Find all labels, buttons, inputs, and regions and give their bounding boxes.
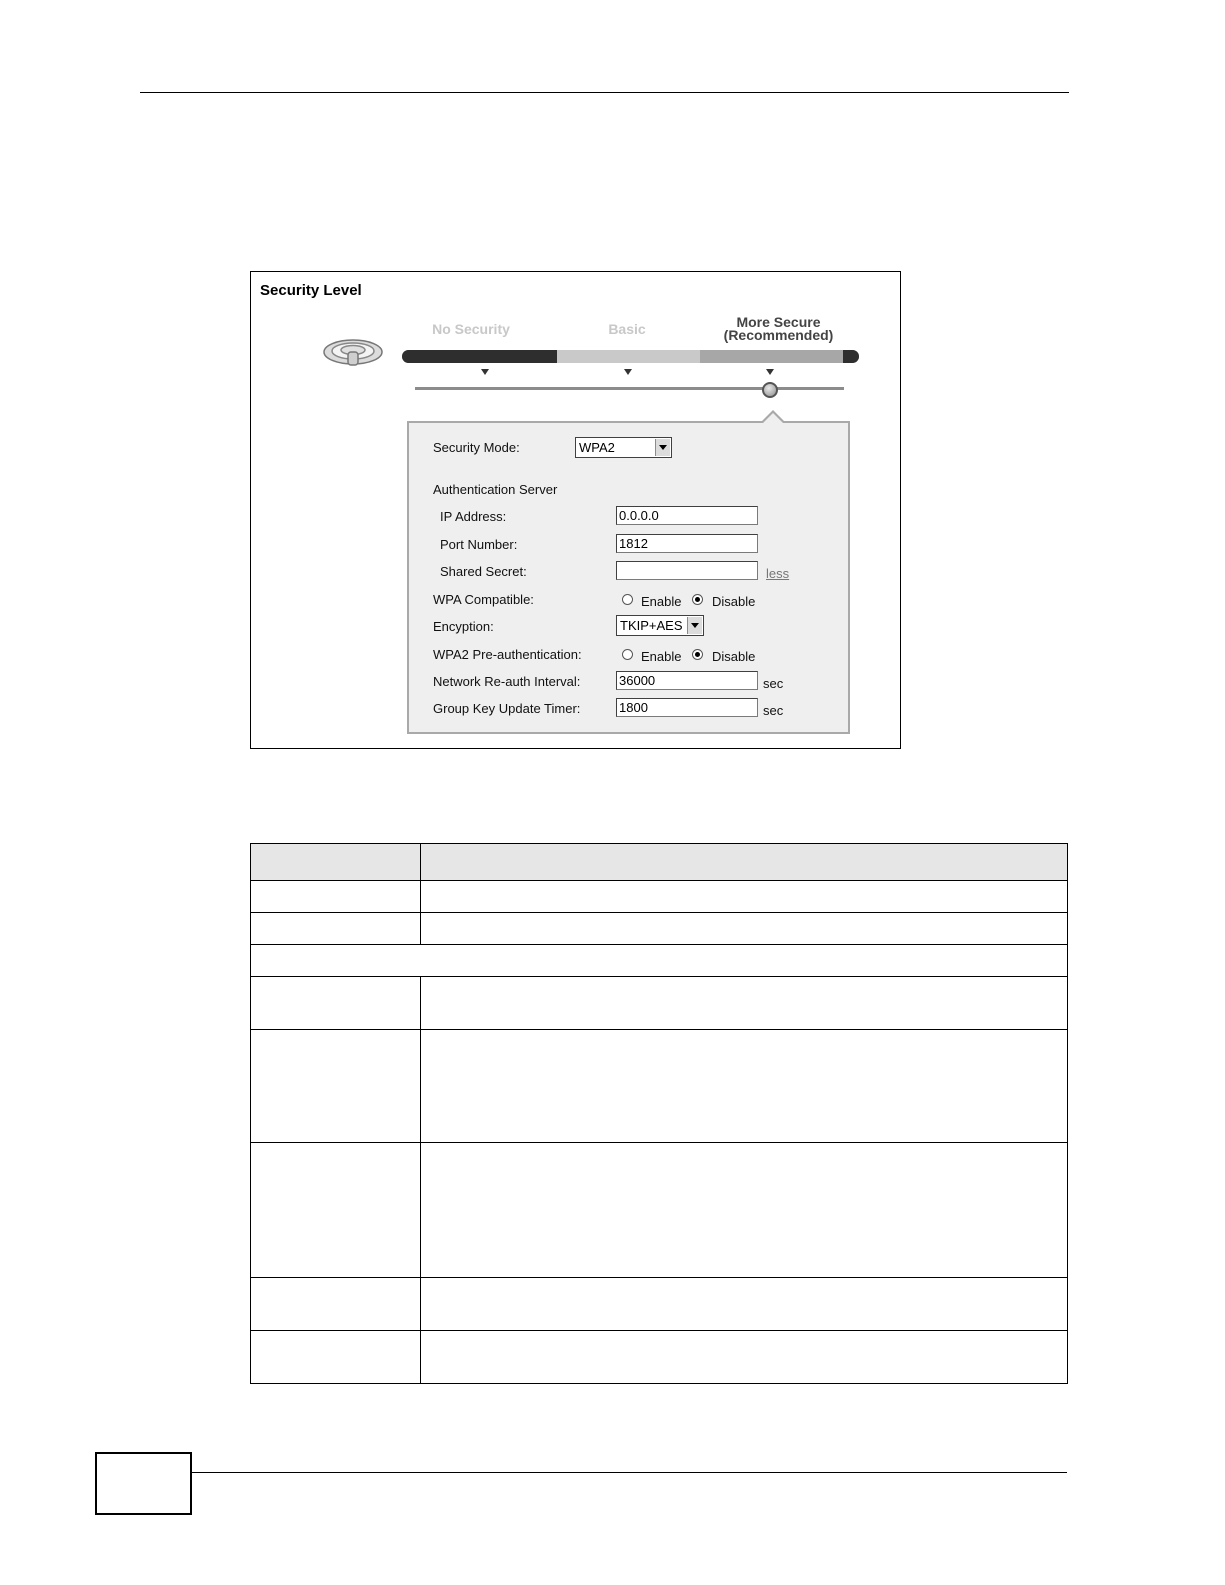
table-cell [421, 1331, 1067, 1383]
table-cell [421, 977, 1067, 1029]
level-basic[interactable]: Basic [608, 321, 646, 337]
level-no-security[interactable]: No Security [432, 321, 510, 337]
table-cell [251, 1278, 421, 1330]
table-header-cell [421, 844, 1067, 880]
field-description-table [250, 843, 1068, 1384]
encryption-label: Encyption: [433, 619, 494, 634]
tick-basic-icon [624, 369, 632, 375]
ip-address-input[interactable] [616, 506, 758, 525]
auth-server-heading: Authentication Server [433, 482, 558, 497]
wpa-compatible-enable-radio[interactable] [622, 594, 633, 605]
table-cell [251, 1331, 421, 1383]
table-cell [421, 881, 1067, 912]
table-cell [251, 913, 421, 944]
port-number-input[interactable] [616, 534, 758, 553]
less-link[interactable]: less [766, 566, 790, 581]
reauth-interval-input[interactable] [616, 671, 758, 690]
table-row [251, 976, 1067, 1029]
shared-secret-input[interactable] [616, 561, 758, 580]
reauth-interval-unit: sec [763, 676, 784, 691]
encryption-value: TKIP+AES [620, 618, 683, 633]
encryption-select[interactable] [616, 615, 704, 636]
panel-title: Security Level [260, 282, 362, 299]
wpa2-preauth-enable-label: Enable [641, 649, 682, 664]
table-cell [421, 1143, 1067, 1277]
wpa2-preauth-disable-radio[interactable] [692, 649, 703, 660]
security-slider-track[interactable] [415, 387, 844, 390]
table-row [251, 880, 1067, 912]
page-number-box [95, 1452, 192, 1515]
tick-more-secure-icon [766, 369, 774, 375]
table-row [251, 1029, 1067, 1142]
security-level-bar [402, 350, 859, 363]
chevron-down-icon[interactable] [687, 617, 702, 634]
security-level-panel [250, 271, 901, 749]
table-row [251, 1330, 1067, 1383]
table-row [251, 1277, 1067, 1330]
table-cell [251, 881, 421, 912]
table-cell [251, 945, 1067, 976]
wireless-router-icon [321, 332, 385, 372]
level-recommended-label: (Recommended) [723, 327, 834, 343]
pointer-fill [763, 413, 783, 423]
table-cell [251, 1030, 421, 1142]
group-key-timer-input[interactable] [616, 698, 758, 717]
wpa-compatible-disable-radio[interactable] [692, 594, 703, 605]
security-mode-value: WPA2 [579, 440, 615, 455]
wpa-compatible-label: WPA Compatible: [433, 592, 534, 607]
table-cell [251, 1143, 421, 1277]
wpa-compatible-disable-label: Disable [712, 594, 756, 609]
tick-no-security-icon [481, 369, 489, 375]
table-header-row [251, 844, 1067, 880]
table-cell [421, 913, 1067, 944]
shared-secret-label: Shared Secret: [440, 564, 527, 579]
table-cell [421, 1278, 1067, 1330]
ip-address-label: IP Address: [440, 509, 507, 524]
table-section-row [251, 944, 1067, 976]
bar-segment-no-security [402, 350, 557, 363]
footer-rule [192, 1472, 1067, 1473]
wpa-compatible-enable-label: Enable [641, 594, 682, 609]
wpa2-preauth-disable-label: Disable [712, 649, 756, 664]
security-slider-handle[interactable] [762, 382, 778, 398]
bar-segment-more-secure [700, 350, 843, 363]
security-mode-select[interactable] [575, 437, 672, 458]
table-header-cell [251, 844, 421, 880]
group-key-timer-unit: sec [763, 703, 784, 718]
security-mode-label: Security Mode: [433, 440, 520, 455]
reauth-interval-label: Network Re-auth Interval: [433, 674, 581, 689]
group-key-timer-label: Group Key Update Timer: [433, 701, 581, 716]
port-number-label: Port Number: [440, 537, 518, 552]
level-more-secure[interactable] [706, 316, 851, 342]
bar-segment-basic [557, 350, 700, 363]
chevron-down-icon[interactable] [655, 439, 670, 456]
table-row [251, 912, 1067, 944]
table-cell [251, 977, 421, 1029]
level-more-secure-label: More Secure [736, 314, 821, 330]
table-row [251, 1142, 1067, 1277]
header-rule [140, 92, 1069, 93]
wpa2-preauth-enable-radio[interactable] [622, 649, 633, 660]
wpa2-preauth-label: WPA2 Pre-authentication: [433, 647, 582, 662]
bar-segment-end [843, 350, 859, 363]
table-cell [421, 1030, 1067, 1142]
